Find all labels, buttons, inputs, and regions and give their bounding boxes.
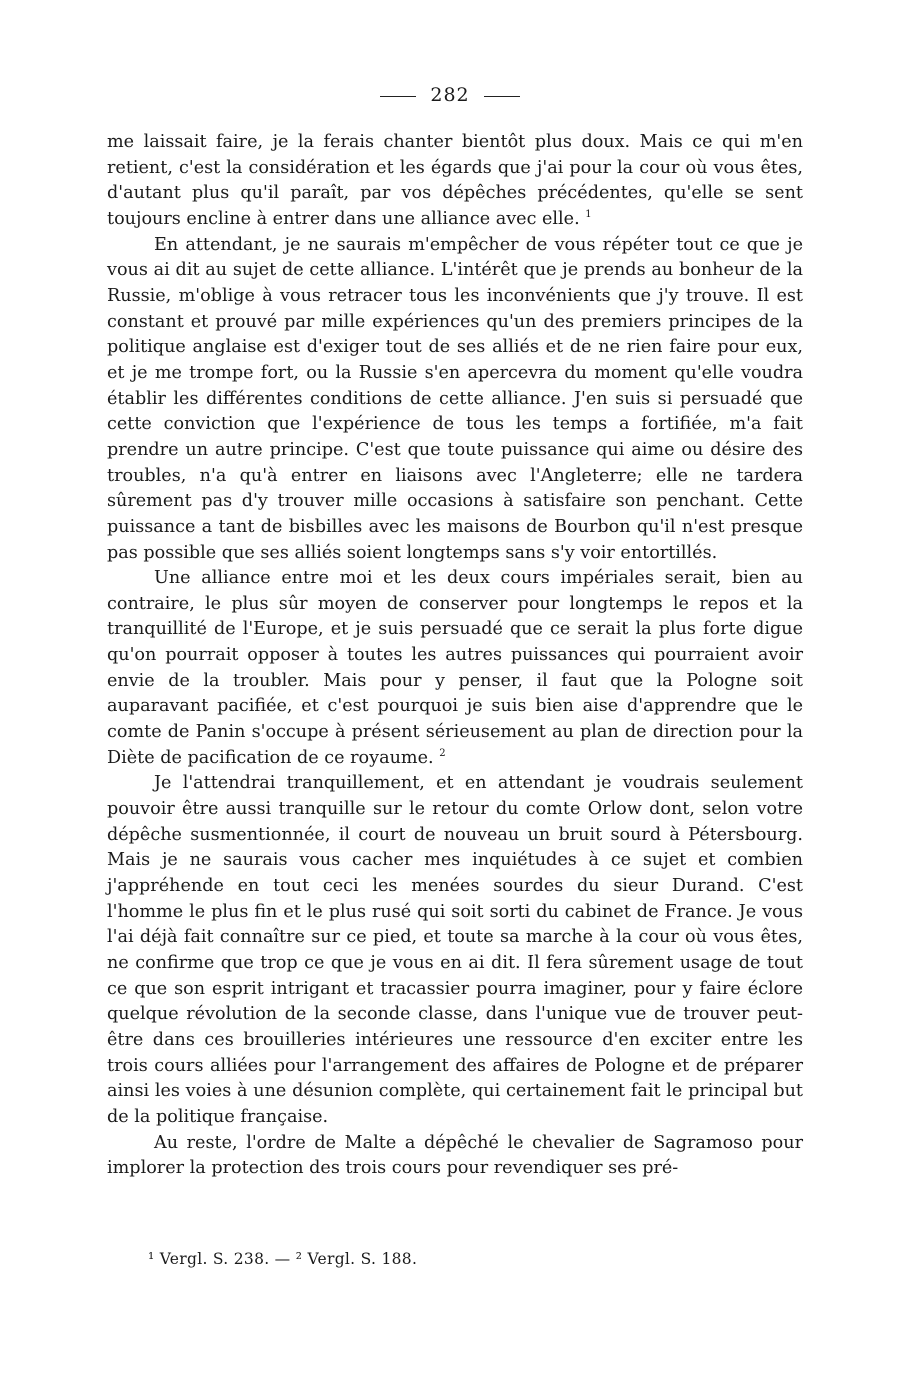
footnote-marker: 2 bbox=[439, 747, 446, 759]
paragraph bbox=[107, 233, 803, 567]
footnote-marker: 1 bbox=[585, 208, 592, 220]
paragraph-text: Au reste, l'ordre de Malte a dépêché le chevalier de Sagramoso pour implorer la protection des trois cours pour revendiquer ses pré- bbox=[107, 1132, 803, 1179]
paragraph-text: Une alliance entre moi et les deux cours impériales serait, bien au contraire, le plus sûr moyen de conserver pour longtemps le repos et la tranquillité de l'Europe, et je suis persuadé que ce serait la plus forte digue qu'on pourrait opposer à toutes les autres puissances qui pourraient avoir envie de la troubler. Mais pour y penser, il faut que la Pologne soit auparavant pacifiée, et c'est pourquoi je suis bien aise d'apprendre que le comte de Panin s'occupe à présent sérieusement au plan de direction pour la Diète de pacification de ce royaume. bbox=[107, 568, 803, 768]
paragraph-text: Je l'attendrai tranquillement, et en attendant je voudrais seulement pouvoir être aussi tranquille sur le retour du comte Orlow dont, selon votre dépêche susmentionnée, il court de nouveau un bruit sourd à Pétersbourg. Mais je ne saurais vous cacher mes inquiétudes à ce sujet et combien j'appréhende en tout ceci les menées sourdes du sieur Durand. C'est l'homme le plus fin et le plus rusé qui soit sorti du cabinet de France. Je vous l'ai déjà fait connaître sur ce pied, et toute sa marche à la cour où vous êtes, ne confirme que trop ce que je vous en ai dit. Il fera sûrement usage de tout ce que son esprit intrigant et tracassier pourra imaginer, pour y faire éclore quelque révolution de la seconde classe, dans l'unique vue de trouver peut-être dans ces brouilleries intérieures une ressource d'en exciter entre les trois cours alliées pour l'arrangement des affaires de Pologne et de préparer ainsi les voies à une désunion complète, qui certainement fait le principal but de la politique française. bbox=[107, 773, 803, 1127]
header-rule-left bbox=[380, 96, 416, 97]
paragraph bbox=[107, 1131, 803, 1182]
paragraph bbox=[107, 566, 803, 771]
paragraph-text: me laissait faire, je la ferais chanter bientôt plus doux. Mais ce qui m'en retient, c'est la considération et les égards que j'ai pour la cour où vous êtes, d'autant plus qu'il paraît, par vos dépêches précédentes, qu'elle se sent toujours encline à entrer dans une alliance avec elle. bbox=[107, 132, 803, 229]
paragraph-text: En attendant, je ne saurais m'empêcher de vous répéter tout ce que je vous ai dit au sujet de cette alliance. L'intérêt que je prends au bonheur de la Russie, m'oblige à vous retracer tous les inconvénients que j'y trouve. Il est constant et prouvé par mille expériences qu'un des premiers principes de la politique anglaise est d'exiger tout de ses alliés et de ne rien faire pour eux, et je me trompe fort, ou la Russie s'en apercevra du moment qu'elle voudra établir les différentes conditions de cette alliance. J'en suis si persuadé que cette conviction que l'expérience de tous les temps a fortifiée, m'a fait prendre un autre principe. C'est que toute puissance qui aime ou désire des troubles, n'a qu'à entrer en liaisons avec l'Angleterre; elle ne tardera sûrement pas d'y trouver mille occasions à satisfaire son penchant. Cette puissance a tant de bisbilles avec les maisons de Bourbon qu'il n'est presque pas possible que ses alliés soient longtemps sans s'y voir entortillés. bbox=[107, 234, 803, 563]
page-header bbox=[0, 84, 900, 106]
paragraph bbox=[107, 130, 803, 233]
page-number: 282 bbox=[430, 84, 470, 106]
paragraph bbox=[107, 771, 803, 1130]
header-rule-right bbox=[484, 96, 520, 97]
body-text bbox=[107, 130, 803, 1182]
footnotes: ¹ Vergl. S. 238. — ² Vergl. S. 188. bbox=[148, 1250, 418, 1268]
